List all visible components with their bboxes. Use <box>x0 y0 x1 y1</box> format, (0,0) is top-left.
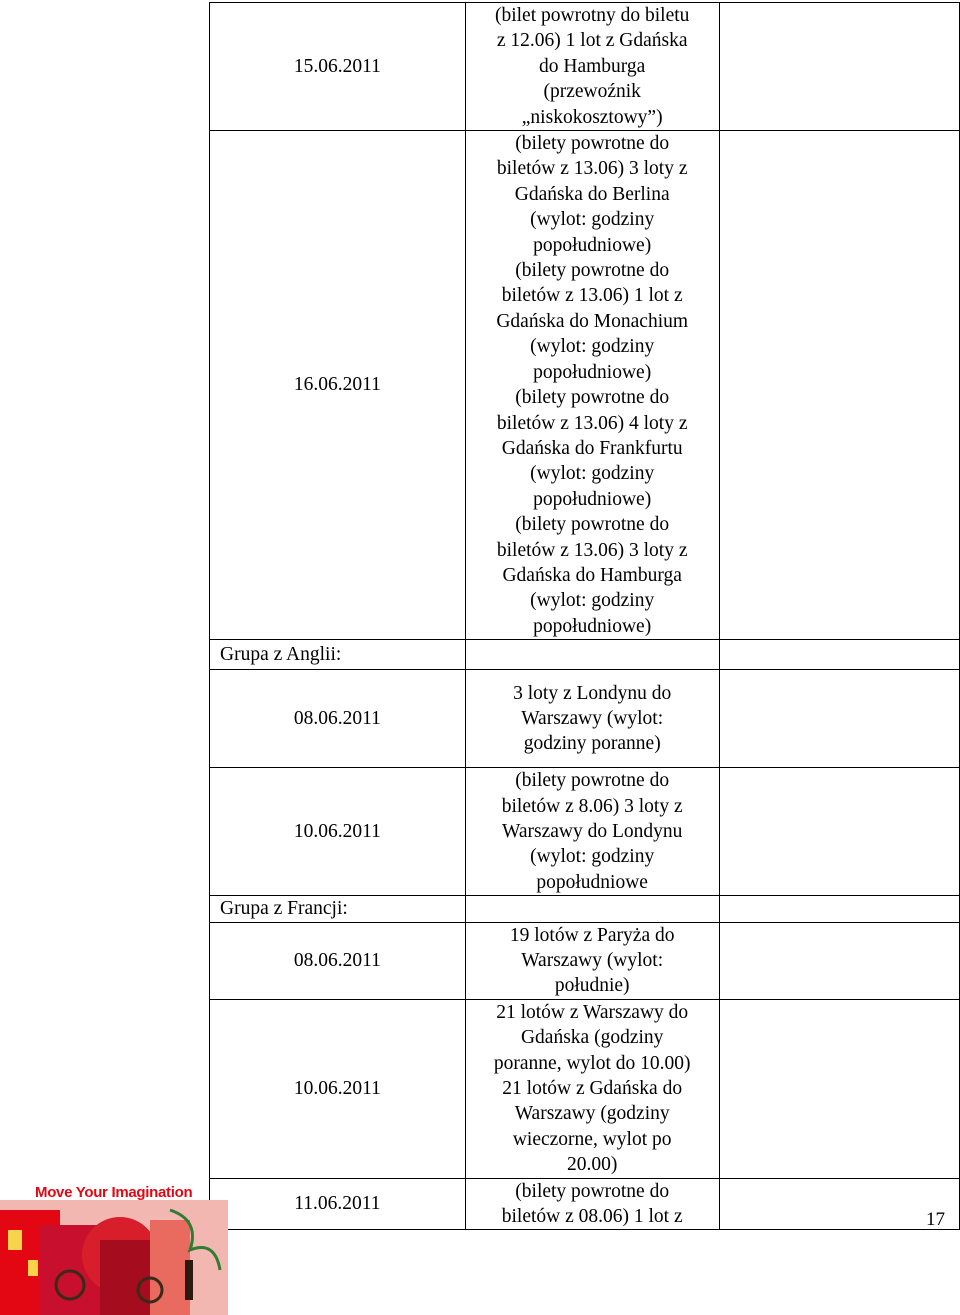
description-line: Warszawy (wylot: <box>521 707 664 729</box>
description-line: biletów z 13.06) 3 loty z <box>496 158 688 180</box>
description-line: do Hamburga <box>539 55 646 77</box>
description-line: 19 lotów z Paryża do <box>509 924 675 946</box>
description-cell <box>465 640 719 670</box>
description-line: Gdańska do Berlina <box>514 183 670 205</box>
description-line: popołudniowe) <box>533 234 652 256</box>
empty-cell <box>719 1178 959 1230</box>
description-cell <box>465 131 719 640</box>
empty-cell <box>719 131 959 640</box>
description-line: Warszawy (godziny <box>514 1103 670 1125</box>
group-header-row <box>210 896 960 922</box>
empty-cell <box>719 999 959 1178</box>
description-cell <box>465 670 719 768</box>
description-line: poranne, wylot do 10.00) <box>493 1052 691 1074</box>
description-line: (bilety powrotne do <box>515 133 670 155</box>
empty-cell <box>719 768 959 896</box>
date-cell: 16.06.2011 <box>210 131 466 640</box>
description-line: (wylot: godziny <box>530 590 655 612</box>
description-line: Gdańska do Hamburga <box>502 564 682 586</box>
description-line: „niskokosztowy”) <box>521 106 663 128</box>
description-line: 20.00) <box>567 1154 618 1176</box>
description-line: (bilety powrotne do <box>515 260 670 282</box>
description-line: (bilet powrotny do biletu <box>494 5 690 26</box>
table-row <box>210 1178 960 1230</box>
empty-cell <box>719 640 959 670</box>
description-line: 21 lotów z Gdańska do <box>502 1078 683 1100</box>
description-line: (przewoźnik <box>543 81 641 103</box>
empty-cell <box>719 922 959 999</box>
description-cell <box>465 1178 719 1230</box>
description-line: Warszawy do Londynu <box>501 820 683 842</box>
table-row <box>210 999 960 1178</box>
description-line: z 12.06) 1 lot z Gdańska <box>496 30 688 52</box>
description-line: Gdańska do Frankfurtu <box>501 437 683 459</box>
table-row <box>210 768 960 896</box>
description-cell <box>465 999 719 1178</box>
date-cell: 08.06.2011 <box>210 670 466 768</box>
date-cell: 11.06.2011 <box>210 1178 466 1230</box>
flight-schedule-table <box>209 2 960 1230</box>
description-line: biletów z 13.06) 3 loty z <box>496 539 688 561</box>
description-line: (wylot: godziny <box>530 463 655 485</box>
description-line: południe) <box>554 975 630 997</box>
date-cell: 08.06.2011 <box>210 922 466 999</box>
description-cell <box>465 768 719 896</box>
table-row <box>210 131 960 640</box>
description-line: (bilety powrotne do <box>515 514 670 536</box>
description-line: (wylot: godziny <box>530 209 655 231</box>
description-line: 3 loty z Londynu do <box>513 682 672 704</box>
description-cell <box>465 896 719 922</box>
table-row <box>210 670 960 768</box>
empty-cell <box>719 670 959 768</box>
group-header: Grupa z Anglii: <box>210 640 466 670</box>
group-header-row <box>210 640 960 670</box>
description-line: popołudniowe <box>536 871 648 893</box>
date-cell: 10.06.2011 <box>210 999 466 1178</box>
group-header: Grupa z Francji: <box>210 896 466 922</box>
description-line: (bilety powrotne do <box>515 770 670 792</box>
description-line: Gdańska do Monachium <box>496 310 689 332</box>
description-line: (bilety powrotne do <box>515 1180 670 1202</box>
description-cell <box>465 3 719 131</box>
description-line: Warszawy (wylot: <box>521 950 664 971</box>
table-row <box>210 3 960 131</box>
date-cell: 10.06.2011 <box>210 768 466 896</box>
date-cell: 15.06.2011 <box>210 3 466 131</box>
description-line: popołudniowe) <box>533 361 652 383</box>
description-line: popołudniowe) <box>533 488 652 510</box>
table-row <box>210 922 960 999</box>
description-line: biletów z 13.06) 4 loty z <box>496 412 688 434</box>
move-your-imagination-logo <box>0 1180 228 1315</box>
description-line: (bilety powrotne do <box>515 387 670 409</box>
description-line: (wylot: godziny <box>530 846 655 868</box>
empty-cell <box>719 896 959 922</box>
description-line: (wylot: godziny <box>530 336 655 358</box>
description-line: biletów z 8.06) 3 loty z <box>501 795 683 817</box>
logo-text: Move Your Imagination <box>35 1184 193 1201</box>
description-line: biletów z 13.06) 1 lot z <box>501 285 683 307</box>
description-line: Gdańska (godziny <box>520 1027 664 1049</box>
description-line: 21 lotów z Warszawy do <box>496 1001 689 1023</box>
description-line: popołudniowe) <box>533 615 652 637</box>
description-line: godziny poranne) <box>523 733 661 755</box>
description-cell <box>465 922 719 999</box>
description-line: wieczorne, wylot po <box>512 1128 672 1150</box>
description-line: biletów z 08.06) 1 lot z <box>501 1206 683 1228</box>
empty-cell <box>719 3 959 131</box>
page-number: 17 <box>926 1209 945 1230</box>
